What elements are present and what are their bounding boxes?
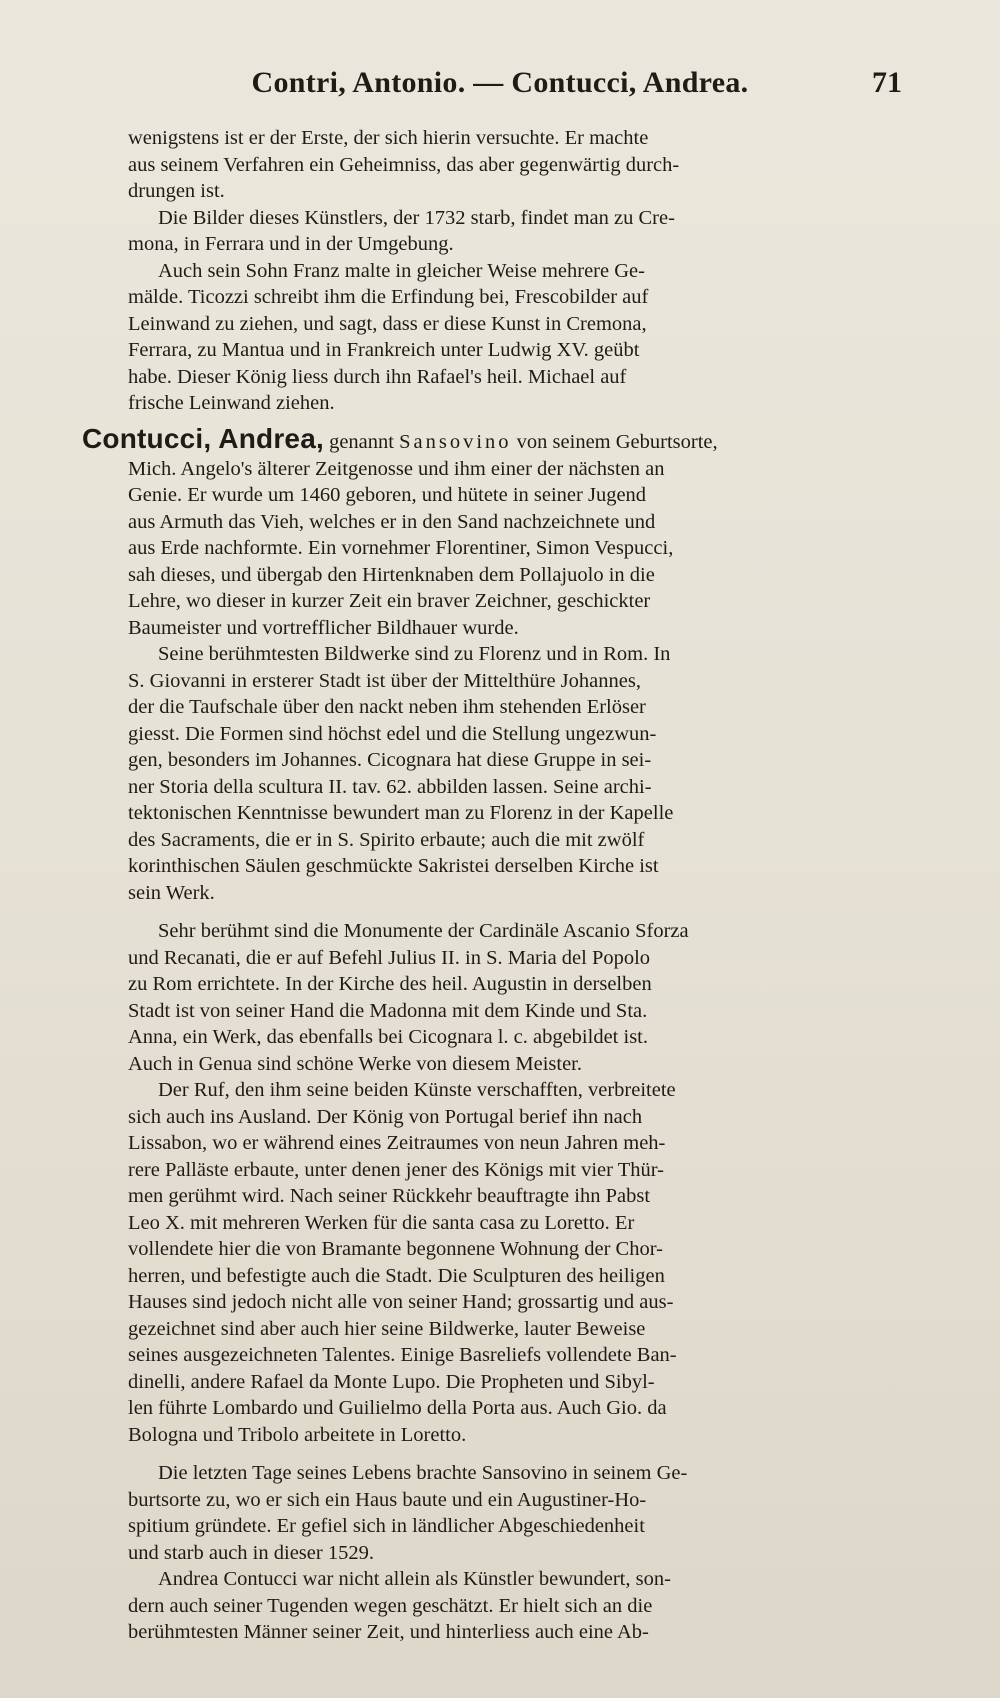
text-line: und starb auch in dieser 1529. bbox=[128, 1541, 374, 1564]
entry-contucci bbox=[82, 423, 906, 1646]
text-line: mona, in Ferrara und in der Umgebung. bbox=[128, 233, 454, 255]
text-line: habe. Dieser König liess durch ihn Rafael's heil. Michael auf bbox=[128, 365, 627, 388]
text-line: gen, besonders im Johannes. Cicognara hat diese Gruppe in sei- bbox=[128, 749, 652, 771]
text-line: Der Ruf, den ihm seine beiden Künste verschafften, verbreitete bbox=[158, 1079, 676, 1101]
text-line: len führte Lombardo und Guilielmo della Porta aus. Auch Gio. da bbox=[128, 1397, 667, 1419]
paragraph-virtues bbox=[128, 1566, 906, 1646]
page-number: 71 bbox=[872, 66, 902, 99]
text-line: S. Giovanni in ersterer Stadt ist über der Mittelthüre Johannes, bbox=[128, 669, 641, 692]
text-line: aus Armuth das Vieh, welches er in den Sand nachzeichnete und bbox=[128, 510, 656, 533]
text-line: dinelli, andere Rafael da Monte Lupo. Die Propheten und Sibyl- bbox=[128, 1370, 655, 1393]
entry-heading bbox=[82, 423, 906, 456]
text-line: Mich. Angelo's älterer Zeitgenosse und ihm einer der nächsten an bbox=[128, 457, 665, 480]
text-line: berühmtesten Männer seiner Zeit, und hinterliess auch eine Ab- bbox=[128, 1621, 649, 1643]
text-line: men gerühmt wird. Nach seiner Rückkehr beauftragte ihn Pabst bbox=[128, 1185, 651, 1207]
text-line: seines ausgezeichneten Talentes. Einige Basreliefs vollendete Ban- bbox=[128, 1344, 677, 1366]
entry-nickname: Sansovino bbox=[399, 431, 512, 453]
paragraph-last-days bbox=[128, 1460, 906, 1566]
text-line: Lehre, wo dieser in kurzer Zeit ein braver Zeichner, geschickter bbox=[128, 590, 651, 612]
text-line: Ferrara, zu Mantua und in Frankreich unter Ludwig XV. geübt bbox=[128, 339, 640, 361]
paragraph-works bbox=[128, 641, 906, 906]
text-line: burtsorte zu, wo er sich ein Haus baute und ein Augustiner-Ho- bbox=[128, 1488, 647, 1511]
text-line: sich auch ins Ausland. Der König von Portugal berief ihn nach bbox=[128, 1105, 643, 1128]
text-line: Sehr berühmt sind die Monumente der Cardinäle Ascanio Sforza bbox=[158, 920, 689, 942]
text-line: sein Werk. bbox=[128, 881, 215, 904]
text-line: Die Bilder dieses Künstlers, der 1732 starb, findet man zu Cre- bbox=[158, 206, 675, 229]
paragraph-fame bbox=[128, 1077, 906, 1448]
text-line: spitium gründete. Er gefiel sich in ländlicher Abgeschiedenheit bbox=[128, 1515, 645, 1537]
text-line: gezeichnet sind aber auch hier seine Bildwerke, lauter Beweise bbox=[128, 1317, 646, 1340]
page-header bbox=[0, 66, 1000, 110]
text-line: des Sacraments, die er in S. Spirito erbaute; auch die mit zwölf bbox=[128, 828, 645, 851]
text-line: frische Leinwand ziehen. bbox=[128, 392, 335, 414]
text-line: Lissabon, wo er während eines Zeitraumes von neun Jahren meh- bbox=[128, 1132, 666, 1154]
running-title: Contri, Antonio. — Contucci, Andrea. bbox=[251, 66, 749, 99]
text-line: der die Taufschale über den nackt neben ihm stehenden Erlöser bbox=[128, 696, 646, 718]
text-line: Die letzten Tage seines Lebens brachte Sansovino in seinem Ge- bbox=[158, 1462, 688, 1484]
text-line: Leo X. mit mehreren Werken für die santa casa zu Loretto. Er bbox=[128, 1211, 635, 1234]
text-line: mälde. Ticozzi schreibt ihm die Erfindung bei, Frescobilder auf bbox=[128, 286, 649, 308]
text-line: wenigstens ist er der Erste, der sich hierin versuchte. Er machte bbox=[128, 127, 649, 149]
text-line: aus seinem Verfahren ein Geheimniss, das aber gegenwärtig durch- bbox=[128, 153, 680, 176]
text-line: Hauses sind jedoch nicht alle von seiner Hand; grossartig und aus- bbox=[128, 1291, 674, 1313]
text-line: herren, und befestigte auch die Stadt. Die Sculpturen des heiligen bbox=[128, 1264, 665, 1287]
text-line: zu Rom errichtete. In der Kirche des heil. Augustin in derselben bbox=[128, 973, 652, 995]
text-line: Auch in Genua sind schöne Werke von diesem Meister. bbox=[128, 1052, 582, 1075]
text-line: Leinwand zu ziehen, und sagt, dass er diese Kunst in Cremona, bbox=[128, 312, 647, 335]
text-line: Andrea Contucci war nicht allein als Künstler bewundert, son- bbox=[158, 1568, 671, 1590]
text-line: tektonischen Kenntnisse bewundert man zu Florenz in der Kapelle bbox=[128, 802, 674, 824]
text-line: Genie. Er wurde um 1460 geboren, und hütete in seiner Jugend bbox=[128, 484, 647, 506]
previous-entry-text bbox=[128, 125, 906, 417]
entry-name: Contucci, Andrea, bbox=[82, 423, 324, 454]
text-line: Auch sein Sohn Franz malte in gleicher Weise mehrere Ge- bbox=[158, 259, 645, 282]
text-line: ner Storia della scultura II. tav. 62. abbilden lassen. Seine archi- bbox=[128, 775, 652, 798]
text-line: Anna, ein Werk, das ebenfalls bei Cicognara l. c. abgebildet ist. bbox=[128, 1026, 648, 1048]
text-line: Bologna und Tribolo arbeitete in Loretto. bbox=[128, 1423, 467, 1446]
paragraph-biography bbox=[128, 456, 906, 642]
text-line: Stadt ist von seiner Hand die Madonna mit dem Kinde und Sta. bbox=[128, 999, 648, 1022]
text-line: korinthischen Säulen geschmückte Sakristei derselben Kirche ist bbox=[128, 855, 659, 877]
text-line: giesst. Die Formen sind höchst edel und die Stellung ungezwun- bbox=[128, 722, 657, 745]
text-line: und Recanati, die er auf Befehl Julius II. in S. Maria del Popolo bbox=[128, 946, 651, 969]
heading-text-before: genannt bbox=[329, 431, 400, 453]
paragraph-monuments bbox=[128, 918, 906, 1077]
text-line: drungen ist. bbox=[128, 180, 225, 202]
text-line: Baumeister und vortrefflicher Bildhauer wurde. bbox=[128, 616, 519, 639]
text-line: sah dieses, und übergab den Hirtenknaben dem Pollajuolo in die bbox=[128, 563, 655, 586]
text-line: aus Erde nachformte. Ein vornehmer Florentiner, Simon Vespucci, bbox=[128, 537, 674, 559]
text-line: Seine berühmtesten Bildwerke sind zu Florenz und in Rom. In bbox=[158, 643, 671, 665]
text-line: rere Palläste erbaute, unter denen jener des Königs mit vier Thür- bbox=[128, 1158, 665, 1181]
text-line: vollendete hier die von Bramante begonnene Wohnung der Chor- bbox=[128, 1238, 663, 1260]
text-line: dern auch seiner Tugenden wegen geschätzt. Er hielt sich an die bbox=[128, 1594, 653, 1617]
heading-text-after: von seinem Geburtsorte, bbox=[511, 431, 718, 453]
